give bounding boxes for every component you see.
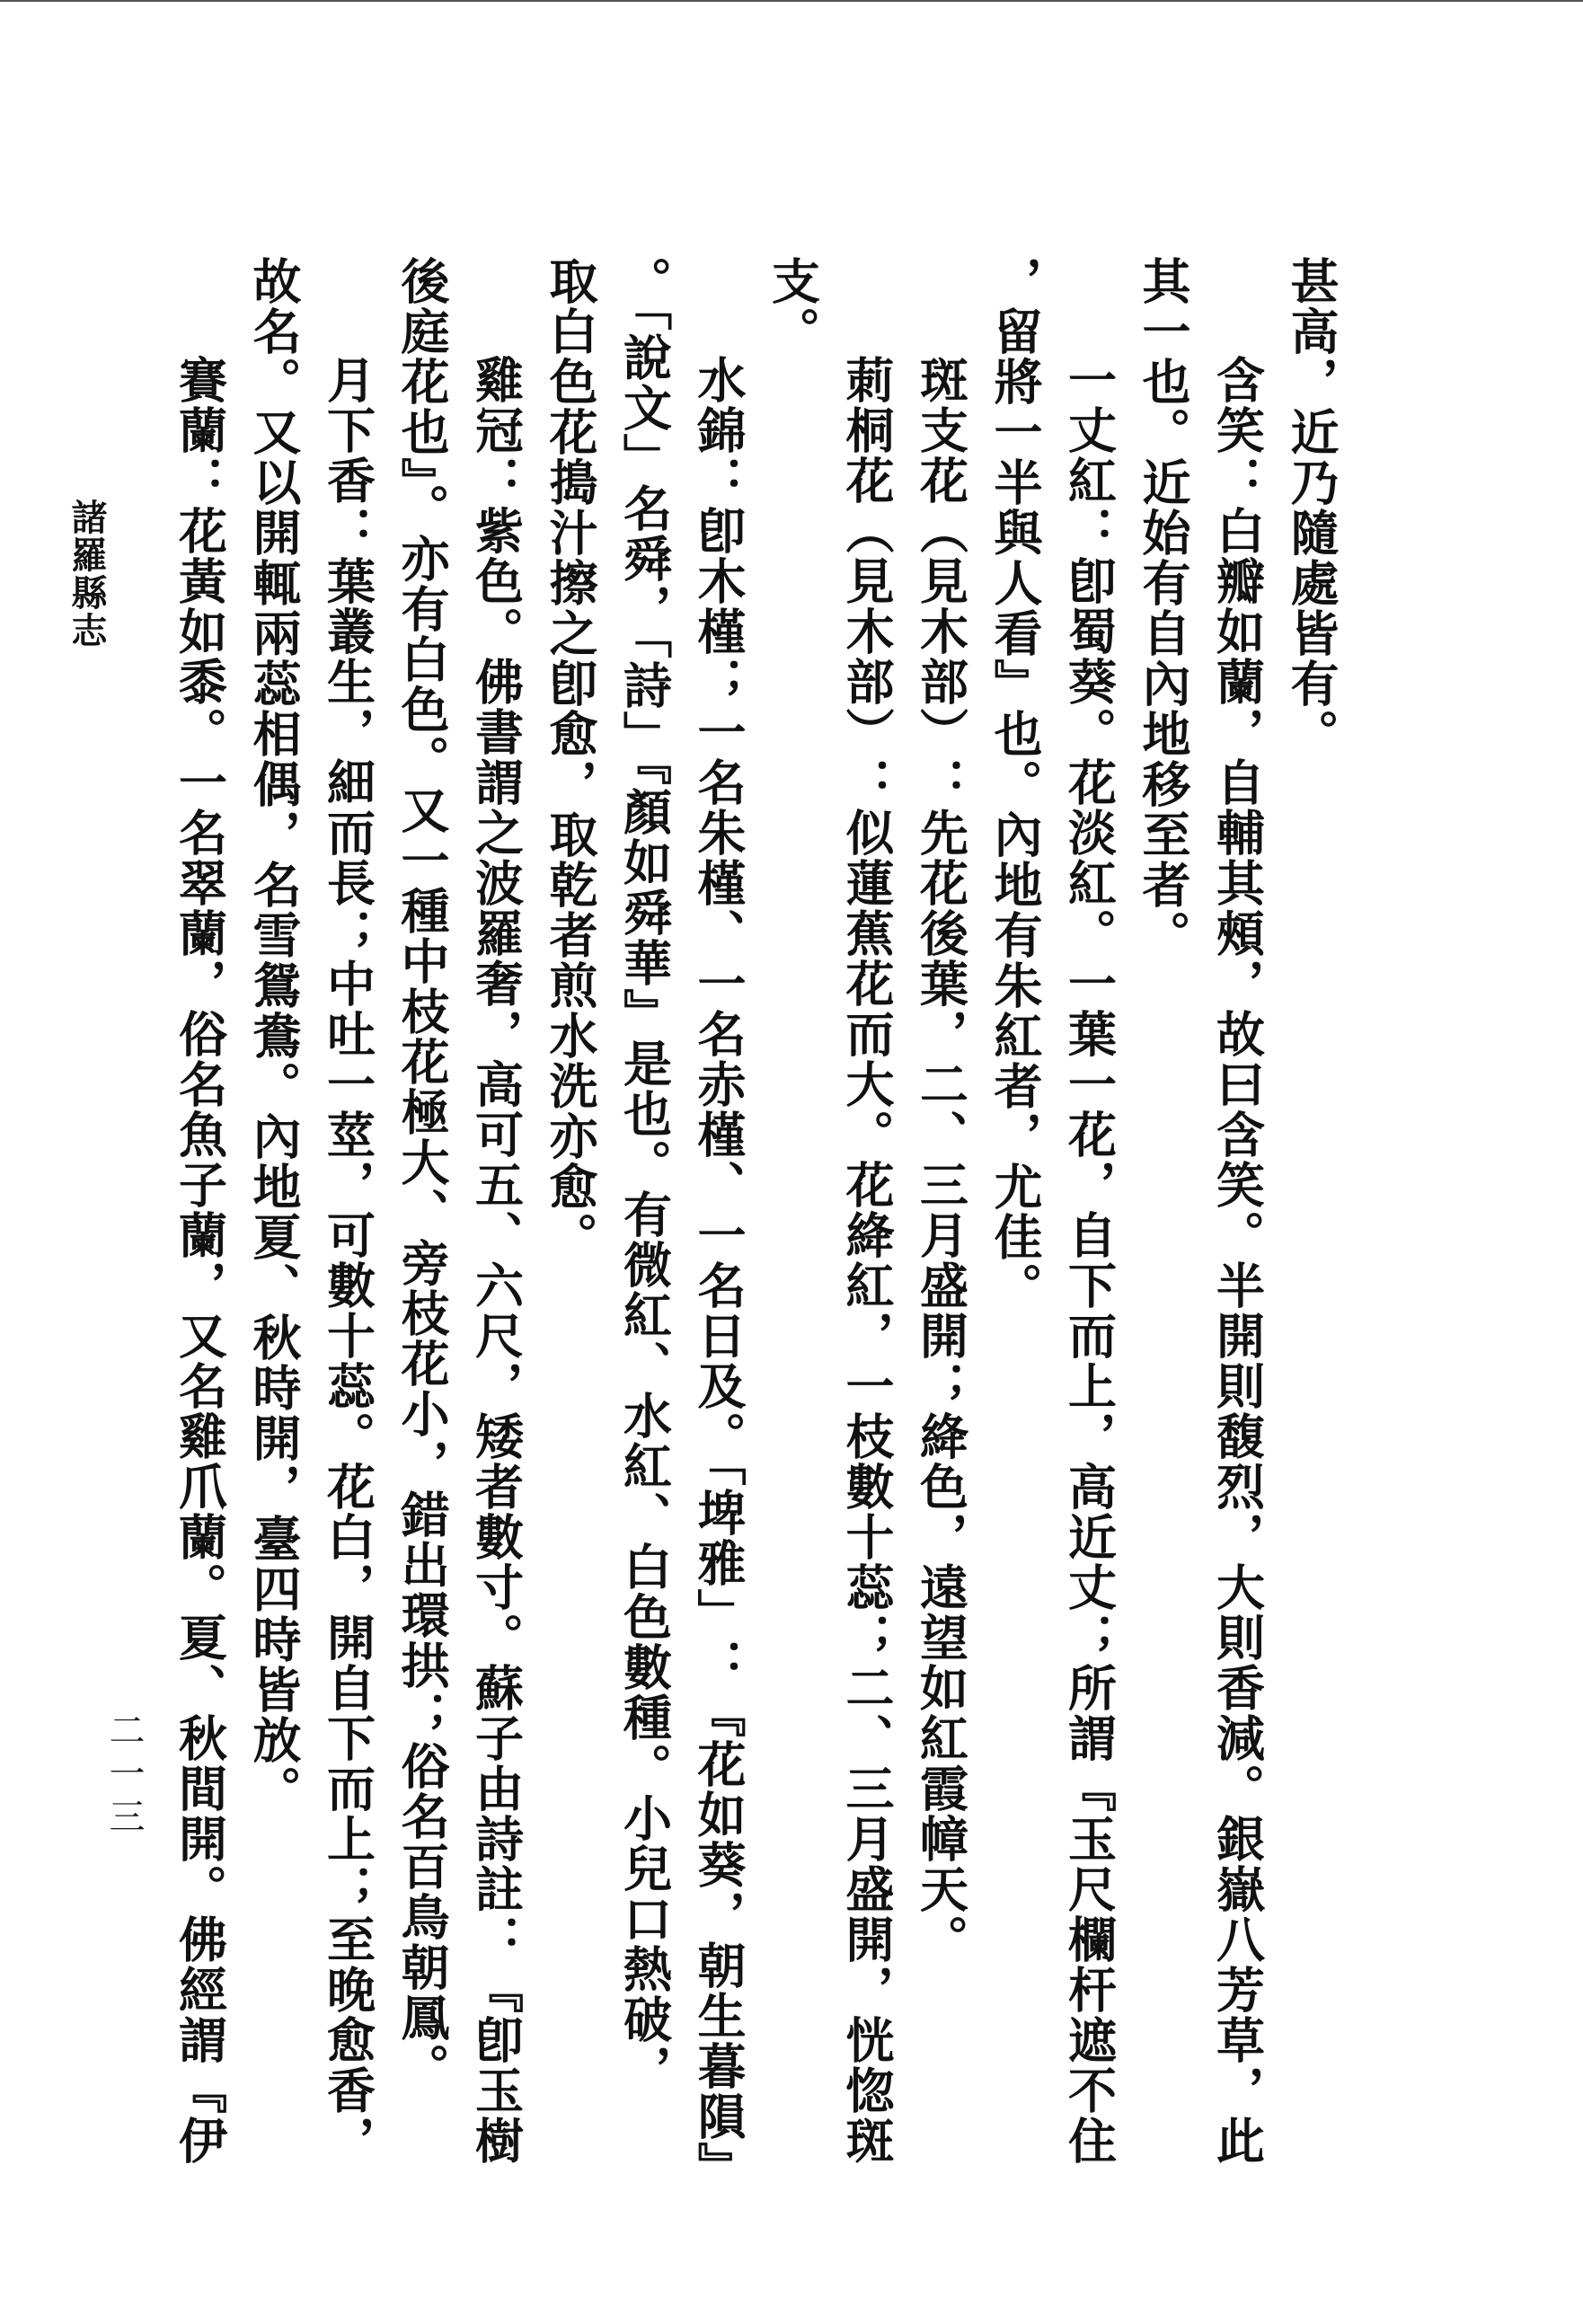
page-number: 二一三 (103, 1711, 145, 1841)
text-column: 莿桐花（見木部）：似蓮蕉花而大。花絳紅，一枝數十蕊；二、三月盛開，恍惚斑 (838, 355, 896, 2166)
running-title: 諸羅縣志 (66, 499, 108, 649)
text-column: 取白色花搗汁擦之卽愈，取乾者煎水洗亦愈。 (542, 256, 599, 1262)
scan-top-edge (0, 0, 1583, 2)
text-column: 其一也。近始有自內地移至者。 (1135, 256, 1192, 960)
text-column: 一丈紅：卽蜀葵。花淡紅。一葉一花，自下而上，高近丈；所謂『玉尺欄杆遮不住 (1060, 355, 1119, 2166)
text-column: 月下香：葉叢生，細而長；中吐一莖，可數十蕊。花白，開自下而上；至晚愈香， (319, 355, 377, 2166)
text-column: 賽蘭：花黃如黍。一名翠蘭，俗名魚子蘭，又名雞爪蘭。夏、秋間開。佛經謂『伊 (171, 355, 229, 2166)
text-column: 故名。又以開輒兩蕊相偶，名雪鴛鴦。內地夏、秋時開，臺四時皆放。 (245, 256, 303, 1816)
text-column: 後庭花也』。亦有白色。又一種中枝花極大、旁枝花小，錯出環拱；俗名百鳥朝鳳。 (394, 256, 451, 2093)
text-column: 。「說文」名舜，「詩」『顏如舜華』是也。有微紅、水紅、白色數種。小兒口熱破， (615, 256, 674, 2095)
text-column: 斑支花（見木部）：先花後葉，二、三月盛開；絳色，遠望如紅霞幛天。 (912, 355, 970, 1965)
text-column: 雞冠：紫色。佛書謂之波羅奢，高可五、六尺，矮者數寸。蘇子由詩註：『卽玉樹 (467, 355, 526, 2166)
text-column: 水錦：卽木槿；一名朱槿、一名赤槿、一名日及。「埤雅」：『花如葵，朝生暮隕』 (690, 355, 747, 2192)
text-column: 支。 (764, 256, 822, 357)
text-column: 甚高，近乃隨處皆有。 (1283, 256, 1340, 759)
text-column: ，留將一半與人看』也。內地有朱紅者，尤佳。 (986, 256, 1044, 1312)
text-column: 含笑：白瓣如蘭，自輔其頰，故曰含笑。半開則馥烈，大則香減。銀嶽八芳草，此 (1208, 355, 1267, 2166)
